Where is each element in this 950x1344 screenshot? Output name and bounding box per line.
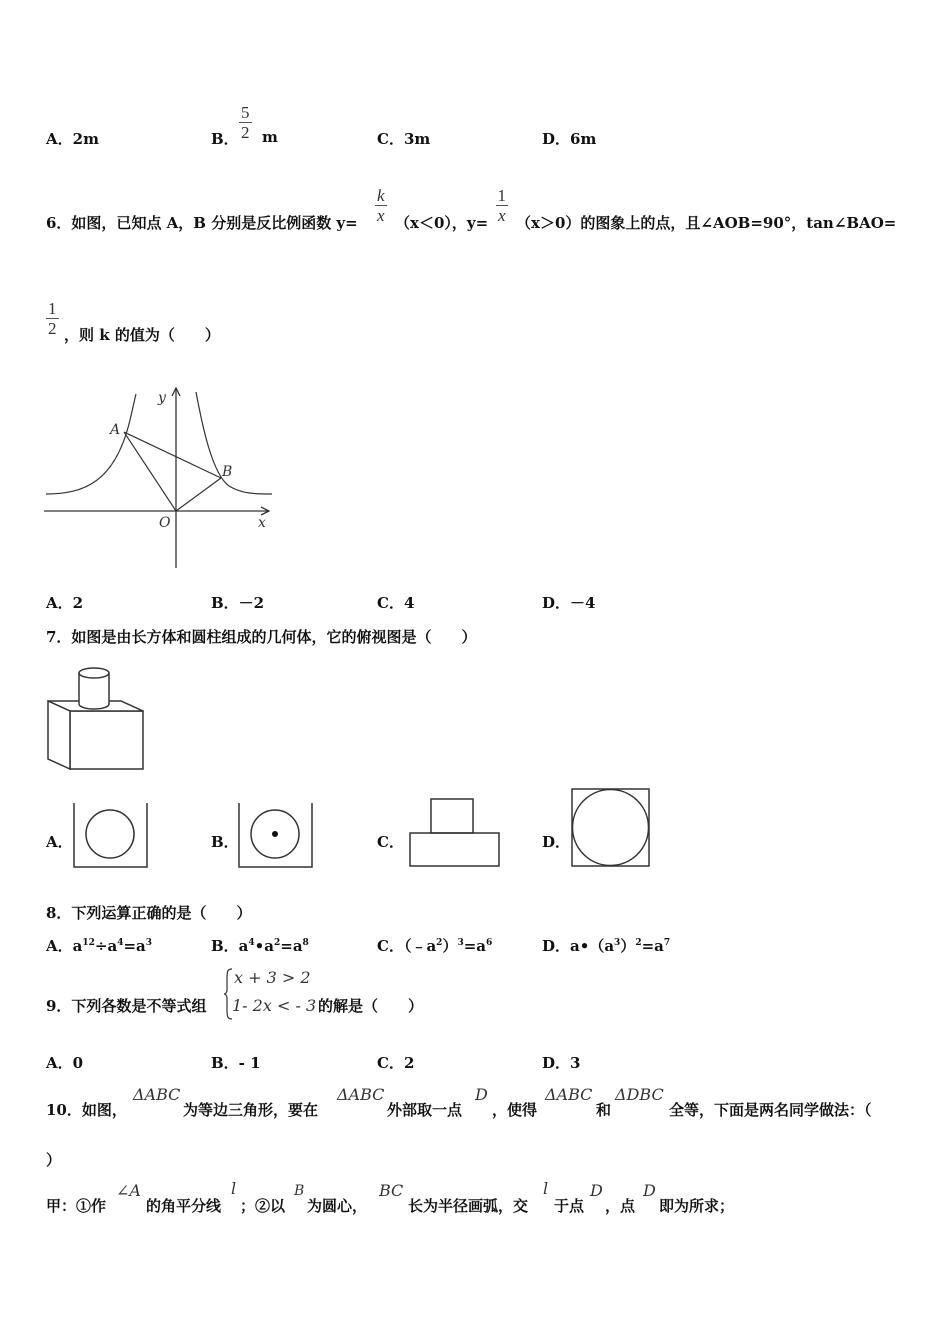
label-b: B (222, 464, 233, 480)
q8-option-b: B．$a^4•a^2=a^8$ (211, 937, 309, 955)
q5-option-b-unit: m (262, 128, 278, 146)
q7-option-a-label: A． (46, 833, 73, 851)
q5-option-b-fraction (239, 103, 252, 142)
q9-inequality-2: 1- 2x < - 3 (232, 996, 317, 1015)
q10-jia-math-6: D (590, 1181, 603, 1200)
q10-jia-3: ；②以 (240, 1197, 286, 1215)
q10-jia-math-1: ∠A (116, 1181, 141, 1200)
q7-solid-figure (44, 664, 148, 774)
cylinder-top (79, 668, 109, 678)
q10-jia-math-5: l (543, 1179, 549, 1198)
label-y: y (158, 390, 166, 406)
q6-fraction-1-over-2 (46, 299, 59, 338)
q5-option-a: A．2m (46, 130, 99, 148)
label-a: A (110, 422, 121, 438)
q10-text-2: 为等边三角形，要在 (183, 1101, 319, 1119)
q10-math-1: ΔABC (133, 1085, 181, 1104)
q10-math-2: ΔABC (337, 1085, 385, 1104)
q9-text-2: 的解是（ ） (318, 997, 424, 1015)
q6-frac1-den: x (377, 206, 385, 225)
q7-option-b-figure (238, 803, 313, 868)
q9-option-b: B．- 1 (211, 1054, 261, 1072)
q6-frac2-num: 1 (497, 186, 507, 205)
label-o: O (159, 515, 171, 531)
q10-jia-6: 于点 (554, 1197, 585, 1215)
q10-jia-math-7: D (643, 1181, 656, 1200)
q7-option-c-label: C． (377, 833, 404, 851)
q5-b-denominator: 2 (241, 123, 250, 142)
q10-jia-8: 即为所求； (659, 1197, 735, 1215)
q6-option-b: B．－2 (211, 594, 265, 612)
q6-graph (44, 384, 274, 574)
q5-option-b-prefix: B． (211, 130, 239, 148)
q10-text-3: 外部取一点 (387, 1101, 463, 1119)
q6-frac3-den: 2 (48, 319, 57, 338)
q8-option-d: D．$a•(a^3)^2=a^7$ (542, 937, 671, 955)
segment-ob (176, 478, 221, 511)
q6-text-3: （x＞0）的图象上的点，且∠AOB=90°，tan∠BAO= (516, 214, 897, 232)
q6-fraction-1-over-x (496, 186, 508, 225)
q10-jia-math-2: l (231, 1179, 237, 1198)
q7-option-b-label: B． (211, 833, 239, 851)
q8-option-c: C．$(﹣a^2)^3=a^6$ (377, 937, 493, 955)
q10-text-5: 和 (596, 1101, 612, 1119)
q10-jia-math-3: B (294, 1183, 305, 1199)
q5-option-d: D．6m (542, 130, 597, 148)
q10-text-6: 全等，下面是两名同学做法：（ (669, 1101, 872, 1119)
q6-option-a: A．2 (46, 594, 84, 612)
q7-option-c-figure (409, 798, 501, 868)
q10-jia-5: 长为半径画弧，交 (408, 1197, 529, 1215)
q7-option-a-figure (73, 803, 148, 868)
q6-fraction-k-over-x (375, 186, 387, 225)
q6-text-4: ，则 k 的值为（ ） (64, 326, 220, 344)
q9-text-1: 9．下列各数是不等式组 (46, 997, 207, 1015)
q9-option-a: A．0 (46, 1054, 84, 1072)
q10-jia-1: 甲：①作 (46, 1197, 107, 1215)
q10-math-3: D (475, 1085, 488, 1104)
q7-option-d-figure (571, 788, 651, 868)
q9-inequality-1: x + 3 > 2 (234, 968, 311, 987)
q5-option-c: C．3m (377, 130, 431, 148)
q5-b-numerator: 5 (241, 103, 250, 122)
q6-option-c: C．4 (377, 594, 415, 612)
right-hyperbola (196, 392, 272, 494)
q6-text-1: 6．如图，已知点 A，B 分别是反比例函数 y= (46, 214, 358, 232)
q8-option-a: A．$a^{12}\div a^4=a^3$ (46, 937, 153, 955)
left-hyperbola (46, 394, 136, 494)
q10-math-4: ΔABC (545, 1085, 593, 1104)
q10-jia-2: 的角平分线 (146, 1197, 222, 1215)
q10-text-7: ） (46, 1151, 62, 1169)
q10-jia-7: ，点 (605, 1197, 636, 1215)
q10-math-5: ΔDBC (615, 1085, 664, 1104)
q8-text: 8．下列运算正确的是（ ） (46, 904, 252, 922)
q6-frac2-den: x (498, 206, 506, 225)
q10-jia-math-4: BC (379, 1181, 404, 1200)
q6-text-2: （x＜0），y= (395, 214, 489, 232)
q6-frac3-num: 1 (48, 299, 57, 318)
q9-option-d: D．3 (542, 1054, 581, 1072)
box-side (48, 701, 70, 769)
q10-text-1: 10．如图， (46, 1101, 127, 1119)
q9-option-c: C．2 (377, 1054, 415, 1072)
q10-text-4: ，使得 (492, 1101, 538, 1119)
q6-option-d: D．－4 (542, 594, 596, 612)
q6-frac1-num: k (377, 186, 385, 205)
label-x: x (258, 515, 266, 531)
box-front (70, 711, 143, 769)
q10-jia-4: 为圆心， (307, 1197, 368, 1215)
q7-option-d-label: D． (542, 833, 571, 851)
q7-text: 7．如图是由长方体和圆柱组成的几何体，它的俯视图是（ ） (46, 628, 477, 646)
